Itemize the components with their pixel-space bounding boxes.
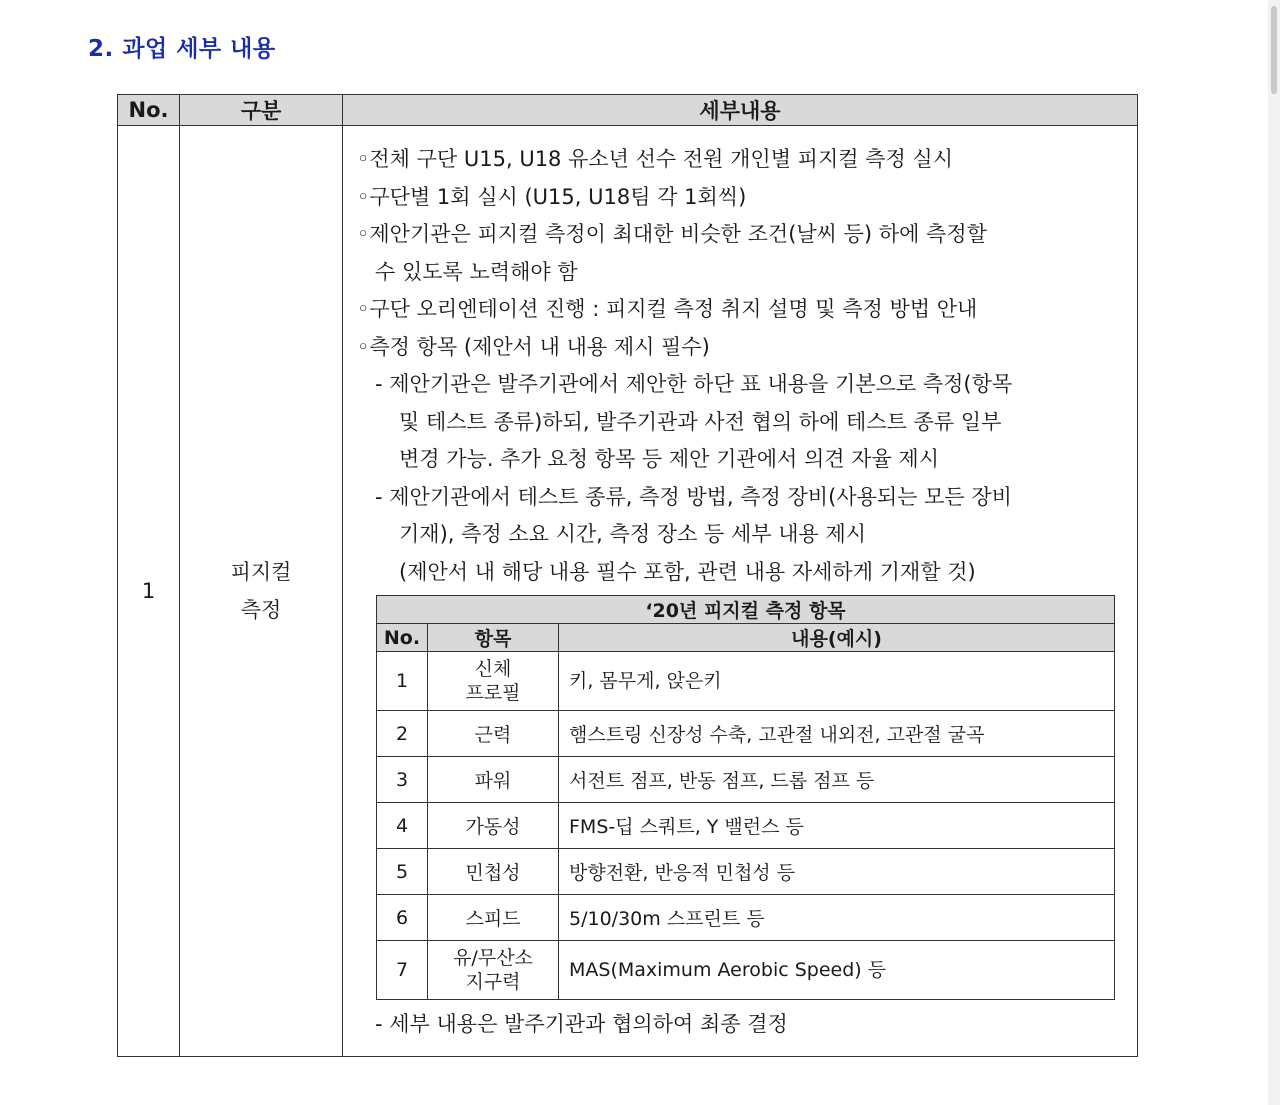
sub-cell-item: 유/무산소 지구력 [428, 941, 559, 1000]
closing-line: - 세부 내용은 발주기관과 협의하여 최종 결정 [375, 1012, 788, 1036]
sub-cell-item: 근력 [428, 711, 559, 757]
section-heading: 2. 과업 세부 내용 [88, 36, 276, 62]
sub-header-content: 내용(예시) [559, 624, 1115, 652]
sub-cell-no: 3 [377, 757, 428, 803]
sub-cell-content: 키, 몸무게, 앉은키 [559, 652, 1115, 711]
sub-cell-content: FMS-딥 스쿼트, Y 밸런스 등 [559, 803, 1115, 849]
table-row [377, 895, 1115, 941]
detail-line: 변경 가능. 추가 요청 항목 등 제안 기관에서 의견 자율 제시 [399, 447, 940, 471]
header-no: No. [118, 95, 180, 126]
sub-cell-content: 방향전환, 반응적 민첩성 등 [559, 849, 1115, 895]
sub-cell-item: 스피드 [428, 895, 559, 941]
sub-header-item: 항목 [428, 624, 559, 652]
row-details [343, 126, 1138, 1057]
sub-cell-no: 2 [377, 711, 428, 757]
detail-line: 및 테스트 종류)하되, 발주기관과 사전 협의 하에 테스트 종류 일부 [399, 409, 1002, 434]
detail-line: 기재), 측정 소요 시간, 측정 장소 등 세부 내용 제시 [399, 522, 867, 546]
detail-line: ◦구단별 1회 실시 (U15, U18팀 각 1회씩) [357, 184, 747, 209]
table-row [118, 126, 1138, 1057]
sub-cell-no: 4 [377, 803, 428, 849]
category-line: 피지컬 [230, 559, 292, 584]
header-category: 구분 [180, 95, 343, 126]
sub-cell-no: 6 [377, 895, 428, 941]
table-row [377, 803, 1115, 849]
physical-test-items-table [376, 595, 1115, 1000]
task-detail-table [117, 94, 1138, 1057]
table-row [377, 652, 1115, 711]
detail-line: ◦제안기관은 피지컬 측정이 최대한 비슷한 조건(날씨 등) 하에 측정할 [357, 222, 987, 246]
sub-cell-content: 서전트 점프, 반동 점프, 드롭 점프 등 [559, 757, 1115, 803]
sub-cell-item: 가동성 [428, 803, 559, 849]
table-row [377, 711, 1115, 757]
detail-line: ◦측정 항목 (제안서 내 내용 제시 필수) [357, 334, 710, 359]
scrollbar-thumb[interactable] [1271, 6, 1277, 94]
sub-cell-no: 5 [377, 849, 428, 895]
sub-cell-item: 신체 프로필 [428, 652, 559, 711]
vertical-scrollbar[interactable] [1268, 0, 1280, 1105]
sub-cell-content: MAS(Maximum Aerobic Speed) 등 [559, 941, 1115, 1000]
sub-cell-item: 민첩성 [428, 849, 559, 895]
row-category [180, 126, 343, 1057]
row-number: 1 [118, 126, 180, 1057]
sub-table-title-row [377, 596, 1115, 624]
header-details: 세부내용 [343, 95, 1138, 126]
sub-cell-no: 7 [377, 941, 428, 1000]
detail-line: ◦전체 구단 U15, U18 유소년 선수 전원 개인별 피지컬 측정 실시 [357, 147, 954, 171]
sub-cell-item: 파워 [428, 757, 559, 803]
sub-table-header-row [377, 624, 1115, 652]
category-line: 측정 [240, 597, 282, 622]
table-header-row [118, 95, 1138, 126]
detail-line: - 제안기관은 발주기관에서 제안한 하단 표 내용을 기본으로 측정(항목 [375, 372, 1013, 396]
sub-cell-content: 5/10/30m 스프린트 등 [559, 895, 1115, 941]
table-row [377, 849, 1115, 895]
sub-cell-content: 햄스트링 신장성 수축, 고관절 내외전, 고관절 굴곡 [559, 711, 1115, 757]
table-row [377, 757, 1115, 803]
table-row [377, 941, 1115, 1000]
detail-line: (제안서 내 해당 내용 필수 포함, 관련 내용 자세하게 기재할 것) [399, 559, 976, 584]
sub-header-no: No. [377, 624, 428, 652]
detail-line: 수 있도록 노력해야 함 [375, 259, 578, 284]
sub-table-title: ‘20년 피지컬 측정 항목 [377, 596, 1115, 624]
sub-cell-no: 1 [377, 652, 428, 711]
detail-line: ◦구단 오리엔테이션 진행 : 피지컬 측정 취지 설명 및 측정 방법 안내 [357, 297, 978, 321]
detail-line: - 제안기관에서 테스트 종류, 측정 방법, 측정 장비(사용되는 모든 장비 [375, 484, 1012, 509]
